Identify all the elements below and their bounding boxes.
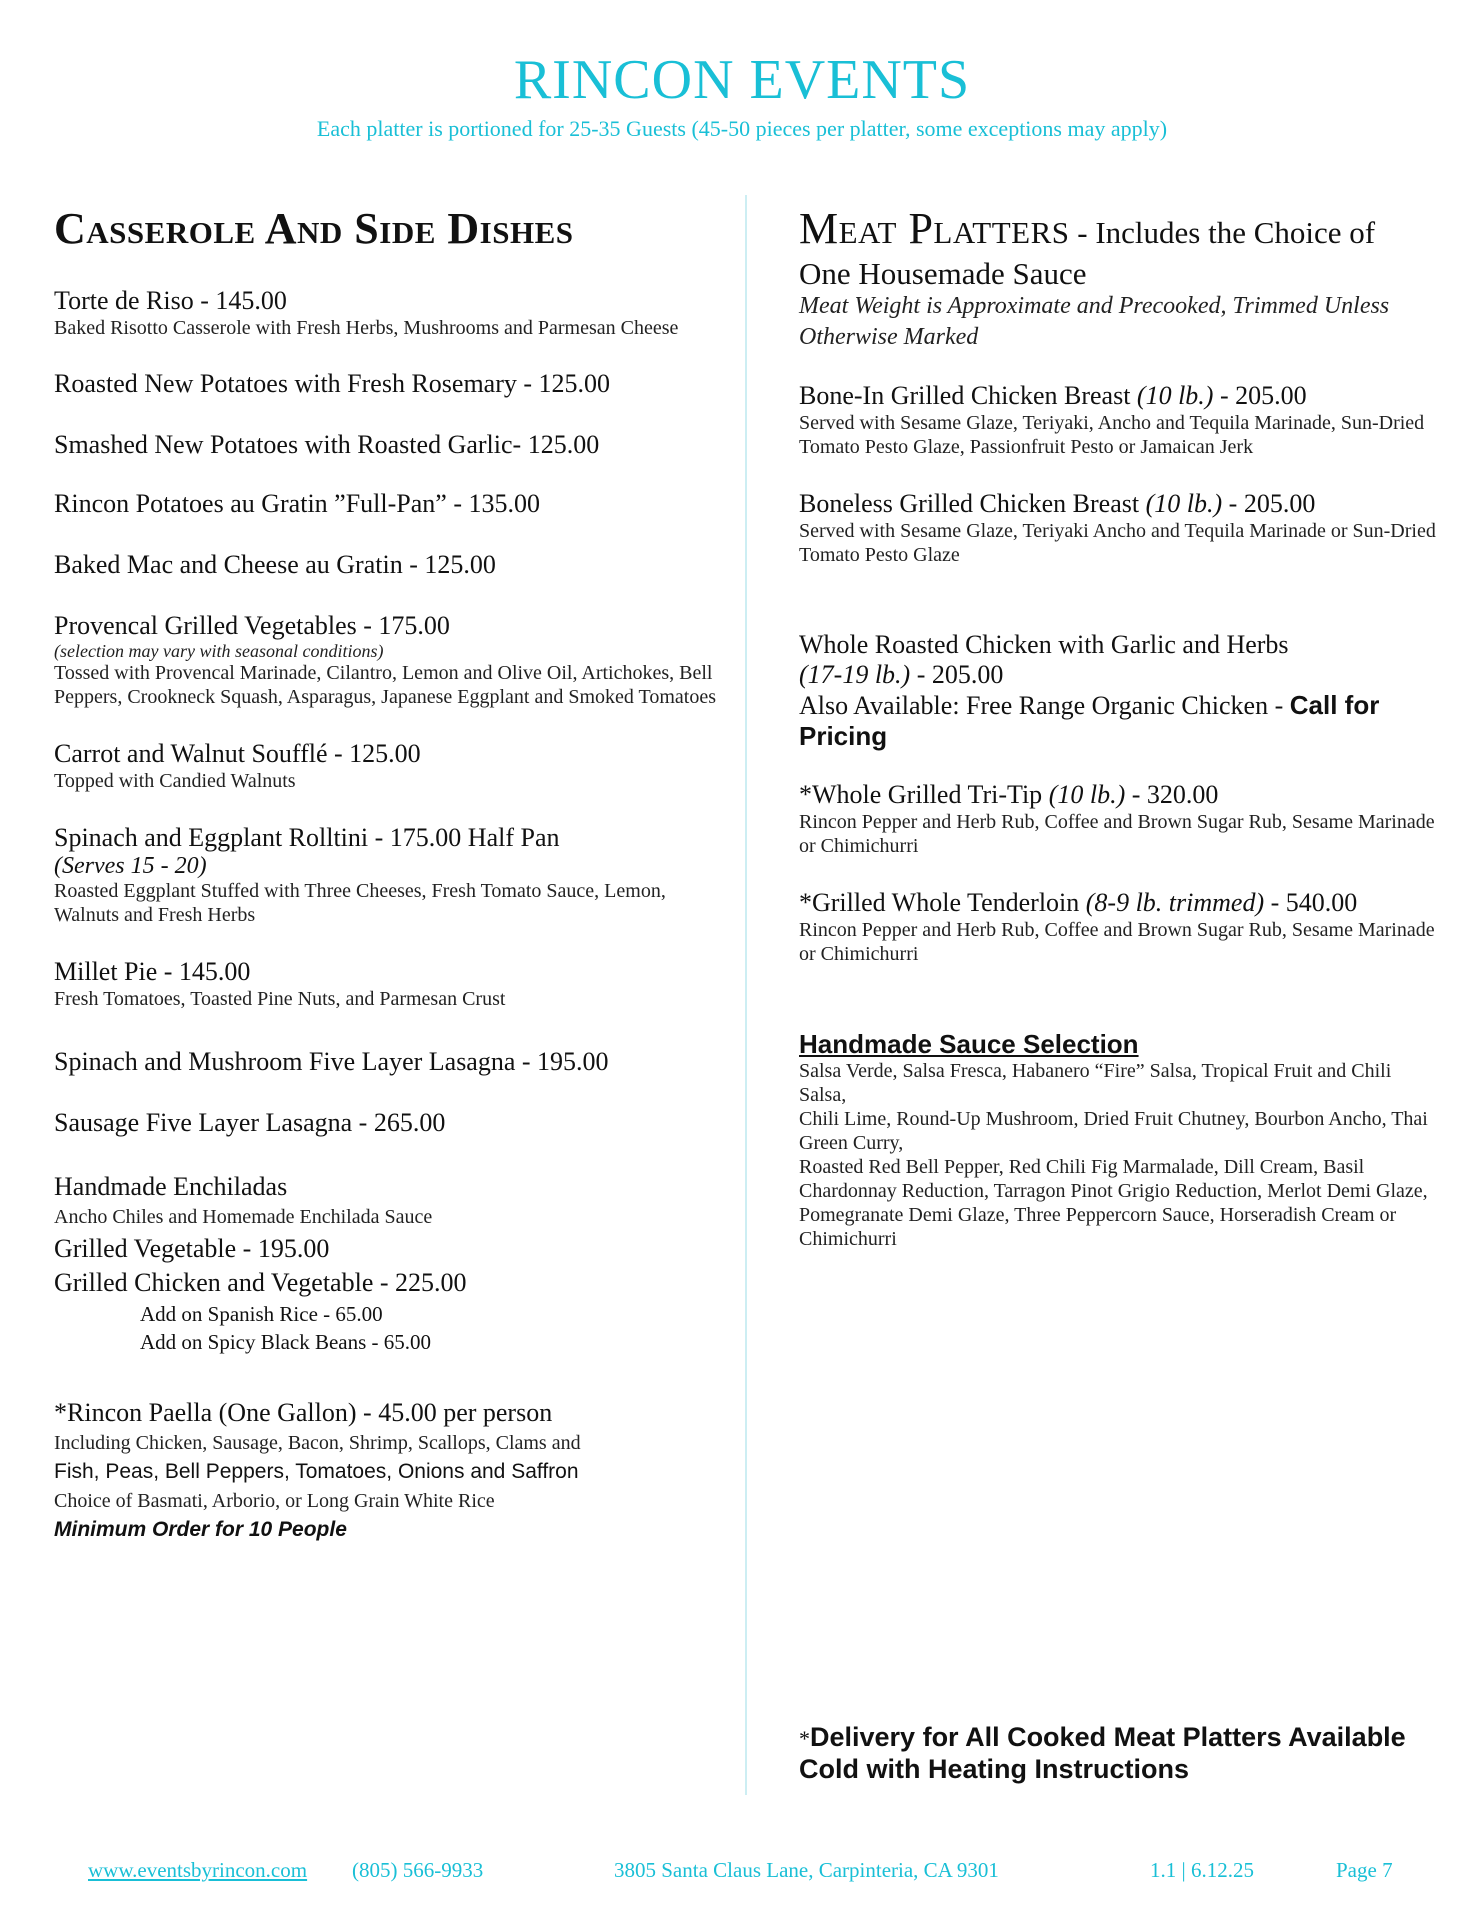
section-title-line2: One Housemade Sauce bbox=[799, 256, 1087, 291]
menu-item-roasted-potatoes: Roasted New Potatoes with Fresh Rosemary - 125.00 bbox=[54, 369, 611, 398]
sauce-list-3: Roasted Red Bell Pepper, Red Chili Fig Marmalade, Dill Cream, Basil Chardonnay Reduction, Tarragon Pinot Grigio Reduction, Merlot Demi Glaze, Pomegranate Demi Glaze, Three Peppercorn Sauce, Horseradish Cream or Chimichurri bbox=[799, 1156, 1428, 1250]
item-title: Provencal Grilled Vegetables - 175.00 bbox=[54, 611, 450, 640]
brand-title: RINCON EVENTS bbox=[513, 49, 971, 111]
minimum-order-note: Minimum Order for 10 People bbox=[54, 1518, 347, 1541]
menu-item-enchiladas bbox=[54, 1172, 724, 1356]
menu-item-torte bbox=[54, 286, 724, 340]
section-title-sub: - Includes the Choice of bbox=[1069, 215, 1376, 250]
item-weight: (10 lb.) bbox=[1145, 489, 1223, 518]
item-desc: Served with Sesame Glaze, Teriyaki, Ancho and Tequila Marinade, Sun-Dried Tomato Pesto Glaze, Passionfruit Pesto or Jamaican Jerk bbox=[799, 412, 1425, 458]
item-name: Bone-In Grilled Chicken Breast bbox=[799, 381, 1137, 410]
version-date: 1.1 | 6.12.25 bbox=[1150, 1858, 1254, 1882]
item-weight: (17-19 lb.) bbox=[799, 660, 911, 689]
menu-item-provencal bbox=[54, 611, 724, 709]
item-name: *Whole Grilled Tri-Tip bbox=[799, 780, 1049, 809]
sauce-selection-title: Handmade Sauce Selection bbox=[799, 1029, 1139, 1059]
menu-item-whole-chicken bbox=[799, 630, 1439, 752]
menu-item-smashed-potatoes: Smashed New Potatoes with Roasted Garlic- 125.00 bbox=[54, 430, 600, 459]
menu-item-gratin: Rincon Potatoes au Gratin ”Full-Pan” - 135.00 bbox=[54, 489, 540, 518]
item-note: (selection may vary with seasonal conditions) bbox=[54, 641, 384, 661]
sauce-list-1: Salsa Verde, Salsa Fresca, Habanero “Fire” Salsa, Tropical Fruit and Chili Salsa, bbox=[799, 1060, 1392, 1106]
menu-item-tenderloin bbox=[799, 888, 1439, 966]
meat-platters-column bbox=[799, 205, 1439, 1251]
item-price: - 205.00 bbox=[910, 660, 1004, 689]
delivery-text: Delivery for All Cooked Meat Platters Available Cold with Heating Instructions bbox=[799, 1722, 1406, 1784]
item-desc: Ancho Chiles and Homemade Enchilada Sauce bbox=[54, 1206, 433, 1228]
item-price: - 540.00 bbox=[1264, 888, 1358, 917]
menu-item-mac: Baked Mac and Cheese au Gratin - 125.00 bbox=[54, 550, 496, 579]
item-name: *Grilled Whole Tenderloin bbox=[799, 888, 1086, 917]
item-serves: (Serves 15 - 20) bbox=[54, 853, 207, 879]
delivery-star: * bbox=[799, 1726, 810, 1751]
item-title: Carrot and Walnut Soufflé - 125.00 bbox=[54, 739, 421, 768]
page-header bbox=[0, 50, 1484, 142]
page-number: Page 7 bbox=[1336, 1858, 1393, 1882]
item-weight: (8-9 lb. trimmed) bbox=[1085, 888, 1265, 917]
also-available: Also Available: Free Range Organic Chicken - bbox=[799, 691, 1290, 720]
item-desc: Roasted Eggplant Stuffed with Three Cheeses, Fresh Tomato Sauce, Lemon, Walnuts and Fresh Herbs bbox=[54, 880, 666, 926]
section-title-main: Meat Platters bbox=[799, 204, 1070, 253]
menu-item-rolltini bbox=[54, 823, 724, 927]
item-price: - 205.00 bbox=[1222, 489, 1316, 518]
addon-spanish-rice: Add on Spanish Rice - 65.00 bbox=[140, 1302, 383, 1326]
delivery-note bbox=[799, 1722, 1439, 1785]
item-desc: Rincon Pepper and Herb Rub, Coffee and Brown Sugar Rub, Sesame Marinade or Chimichurri bbox=[799, 811, 1435, 857]
item-desc: Fresh Tomatoes, Toasted Pine Nuts, and Parmesan Crust bbox=[54, 988, 506, 1010]
portion-tagline: Each platter is portioned for 25-35 Guests (45-50 pieces per platter, some exceptions may apply) bbox=[316, 116, 1168, 141]
menu-item-sausage-lasagna: Sausage Five Layer Lasagna - 265.00 bbox=[54, 1108, 446, 1137]
item-desc: Topped with Candied Walnuts bbox=[54, 770, 296, 792]
sauce-list-2: Chili Lime, Round-Up Mushroom, Dried Fruit Chutney, Bourbon Ancho, Thai Green Curry, bbox=[799, 1108, 1428, 1154]
section-title-casserole: Casserole And Side Dishes bbox=[54, 204, 574, 253]
item-desc: Baked Risotto Casserole with Fresh Herbs, Mushrooms and Parmesan Cheese bbox=[54, 317, 679, 339]
item-desc: Including Chicken, Sausage, Bacon, Shrimp, Scallops, Clams and bbox=[54, 1432, 581, 1454]
enchilada-option-vegetable: Grilled Vegetable - 195.00 bbox=[54, 1234, 330, 1263]
address: 3805 Santa Claus Lane, Carpinteria, CA 9301 bbox=[614, 1858, 999, 1882]
casserole-column bbox=[54, 205, 724, 1544]
sauce-selection bbox=[799, 1029, 1439, 1251]
item-weight: (10 lb.) bbox=[1136, 381, 1214, 410]
column-divider bbox=[745, 195, 747, 1795]
menu-item-souffle bbox=[54, 739, 724, 793]
item-desc: Fish, Peas, Bell Peppers, Tomatoes, Onions and Saffron bbox=[54, 1460, 579, 1483]
item-weight: (10 lb.) bbox=[1048, 780, 1126, 809]
phone-number: (805) 566-9933 bbox=[352, 1858, 484, 1882]
item-name: Boneless Grilled Chicken Breast bbox=[799, 489, 1146, 518]
menu-item-boneless-chicken bbox=[799, 489, 1439, 567]
item-price: - 320.00 bbox=[1125, 780, 1219, 809]
menu-item-spinach-lasagna: Spinach and Mushroom Five Layer Lasagna - 195.00 bbox=[54, 1047, 609, 1076]
page-footer bbox=[0, 1858, 1484, 1888]
website-link[interactable]: www.eventsbyrincon.com bbox=[88, 1858, 308, 1882]
item-price: - 205.00 bbox=[1213, 381, 1307, 410]
addon-black-beans: Add on Spicy Black Beans - 65.00 bbox=[140, 1330, 432, 1354]
item-desc: Choice of Basmati, Arborio, or Long Grain White Rice bbox=[54, 1490, 495, 1512]
menu-item-paella bbox=[54, 1398, 724, 1544]
item-title: *Rincon Paella (One Gallon) - 45.00 per person bbox=[54, 1398, 553, 1427]
menu-item-bone-in-chicken bbox=[799, 381, 1439, 459]
item-desc: Served with Sesame Glaze, Teriyaki Ancho and Tequila Marinade or Sun-Dried Tomato Pesto Glaze bbox=[799, 520, 1436, 566]
item-title: Spinach and Eggplant Rolltini - 175.00 Half Pan bbox=[54, 823, 560, 852]
call-for-pricing: Call for Pricing bbox=[799, 690, 1380, 751]
item-title: Torte de Riso - 145.00 bbox=[54, 286, 287, 315]
section-title-meat bbox=[799, 205, 1439, 257]
menu-item-tri-tip bbox=[799, 780, 1439, 858]
enchilada-option-chicken: Grilled Chicken and Vegetable - 225.00 bbox=[54, 1268, 467, 1297]
item-title: Handmade Enchiladas bbox=[54, 1172, 288, 1201]
item-name: Whole Roasted Chicken with Garlic and Herbs bbox=[799, 630, 1289, 659]
item-title: Millet Pie - 145.00 bbox=[54, 957, 251, 986]
item-desc: Rincon Pepper and Herb Rub, Coffee and Brown Sugar Rub, Sesame Marinade or Chimichurri bbox=[799, 919, 1435, 965]
meat-weight-note: Meat Weight is Approximate and Precooked, Trimmed Unless Otherwise Marked bbox=[799, 293, 1390, 350]
menu-item-millet bbox=[54, 957, 724, 1011]
item-desc: Tossed with Provencal Marinade, Cilantro, Lemon and Olive Oil, Artichokes, Bell Peppers, Crookneck Squash, Asparagus, Japanese Eggplant and Smoked Tomatoes bbox=[54, 662, 717, 708]
